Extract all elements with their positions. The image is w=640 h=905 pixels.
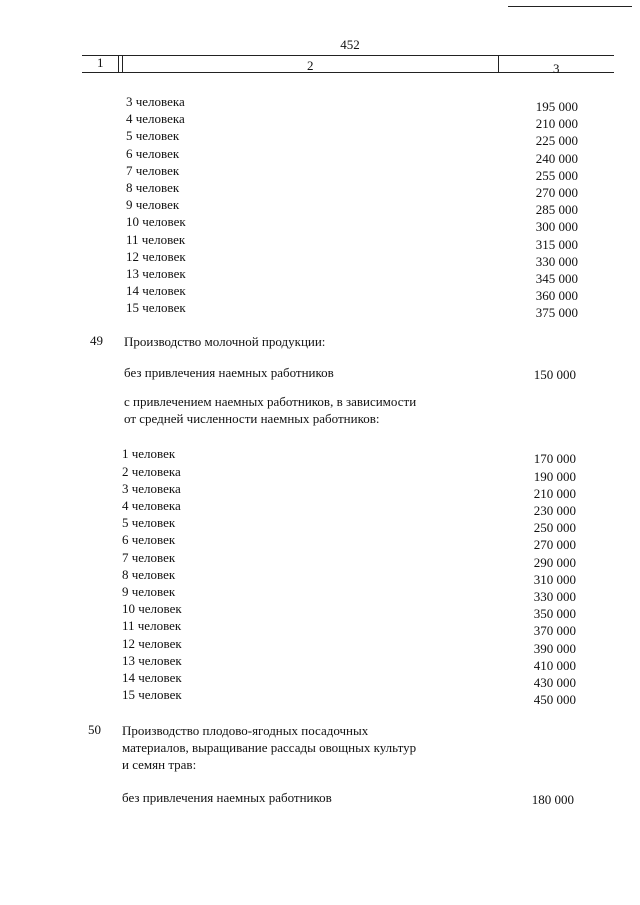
no-workers-label: без привлечения наемных работников [124, 365, 334, 381]
amount-value: 290 000 [533, 554, 576, 570]
headcount-label: 10 человек [122, 601, 182, 617]
headcount-label: 2 человека [122, 463, 181, 479]
section-49-with-workers-intro [0, 393, 640, 427]
page-number: 452 [340, 37, 360, 52]
section-49-rows [0, 446, 640, 708]
amount-value: 285 000 [535, 202, 578, 218]
amount-value: 375 000 [535, 305, 578, 321]
column-3-label: 3 [553, 61, 560, 76]
headcount-label: 14 человек [126, 283, 186, 299]
header-divider-2 [498, 55, 499, 73]
amount-value: 430 000 [533, 674, 576, 690]
amount-value: 210 000 [533, 485, 576, 501]
amount-value: 170 000 [533, 451, 576, 467]
list-item [0, 669, 640, 690]
no-workers-value: 150 000 [533, 367, 576, 383]
headcount-label: 15 человек [122, 687, 182, 703]
list-item [0, 463, 640, 484]
headcount-label: 12 человек [126, 248, 186, 264]
headcount-label: 6 человек [126, 145, 180, 161]
top-right-rule [508, 6, 632, 7]
header-top-border [82, 55, 614, 56]
headcount-label: 11 человек [122, 618, 182, 634]
list-item [0, 687, 640, 708]
list-item [0, 583, 640, 604]
intro-text [124, 393, 416, 427]
amount-value: 345 000 [535, 270, 578, 286]
headcount-label: 8 человек [122, 566, 176, 582]
amount-value: 315 000 [535, 236, 578, 252]
headcount-label: 9 человек [122, 583, 176, 599]
amount-value: 300 000 [535, 219, 578, 235]
headcount-label: 9 человек [126, 197, 180, 213]
list-item [0, 128, 640, 149]
no-workers-label: без привлечения наемных работников [122, 790, 332, 806]
list-item [0, 446, 640, 467]
list-item [0, 549, 640, 570]
amount-value: 370 000 [533, 623, 576, 639]
list-item [0, 300, 640, 321]
section-title-line-1: Производство плодово-ягодных посадочных [122, 723, 369, 739]
headcount-label: 12 человек [122, 635, 182, 651]
list-item [0, 498, 640, 518]
list-item [0, 283, 640, 304]
amount-value: 240 000 [535, 150, 578, 166]
headcount-label: 1 человек [122, 446, 176, 462]
amount-value: 190 000 [533, 468, 576, 484]
list-item [0, 532, 640, 553]
headcount-label: 3 человека [126, 94, 185, 109]
section-title [122, 722, 416, 773]
intro-line-2: от средней численности наемных работников: [124, 411, 380, 427]
headcount-label: 7 человек [122, 549, 176, 565]
amount-value: 350 000 [533, 606, 576, 622]
list-item [0, 111, 640, 132]
section-number: 50 [88, 722, 101, 738]
headcount-label: 8 человек [126, 179, 180, 195]
headcount-label: 4 человека [122, 498, 181, 513]
list-item [0, 480, 640, 501]
header-divider-1 [118, 55, 119, 73]
amount-value: 450 000 [533, 692, 576, 708]
headcount-label: 13 человек [122, 652, 182, 668]
headcount-label: 13 человек [126, 265, 186, 281]
list-item [0, 635, 640, 656]
list-item [0, 179, 640, 200]
amount-value: 255 000 [535, 167, 578, 183]
section-number: 49 [90, 333, 103, 349]
amount-value: 410 000 [533, 657, 576, 673]
headcount-label: 3 человека [122, 480, 181, 496]
amount-value: 195 000 [535, 99, 578, 114]
section-title-line-3: и семян трав: [122, 757, 197, 773]
section-50-heading [0, 722, 640, 776]
headcount-label: 6 человек [122, 532, 176, 548]
amount-value: 210 000 [535, 116, 578, 132]
headcount-label: 7 человек [126, 162, 180, 178]
amount-value: 310 000 [533, 571, 576, 587]
top-block [0, 94, 640, 321]
column-1-label: 1 [97, 55, 104, 70]
amount-value: 270 000 [533, 537, 576, 553]
list-item [0, 231, 640, 252]
amount-value: 360 000 [535, 288, 578, 304]
list-item [0, 652, 640, 673]
section-49-heading [0, 333, 640, 357]
intro-line-1: с привлечением наемных работников, в зависимости [124, 394, 417, 410]
document-body [0, 94, 640, 810]
headcount-label: 10 человек [126, 214, 186, 230]
header-divider-1b [122, 55, 123, 73]
headcount-label: 14 человек [122, 669, 182, 685]
headcount-label: 15 человек [126, 300, 186, 316]
section-title-line-2: материалов, выращивание рассады овощных культур [122, 740, 417, 756]
amount-value: 330 000 [533, 588, 576, 604]
amount-value: 330 000 [535, 253, 578, 269]
header-bottom-border [82, 72, 614, 73]
amount-value: 390 000 [533, 640, 576, 656]
amount-value: 250 000 [533, 520, 576, 536]
column-2-label: 2 [307, 58, 314, 73]
list-item [0, 214, 640, 235]
list-item [0, 145, 640, 166]
headcount-label: 5 человек [122, 515, 176, 531]
headcount-label: 4 человека [126, 111, 185, 127]
amount-value: 270 000 [535, 184, 578, 200]
headcount-label: 5 человек [126, 128, 180, 144]
list-item [0, 197, 640, 218]
amount-value: 230 000 [533, 503, 576, 518]
list-item [0, 515, 640, 536]
list-item [0, 94, 640, 114]
list-item [0, 248, 640, 269]
section-50-no-workers [0, 790, 640, 810]
list-item [0, 601, 640, 622]
table-column-header [82, 55, 614, 76]
section-49-no-workers [0, 365, 640, 385]
list-item [0, 265, 640, 286]
no-workers-value: 180 000 [531, 792, 574, 808]
section-title: Производство молочной продукции: [124, 334, 326, 350]
list-item [0, 566, 640, 587]
list-item [0, 162, 640, 183]
headcount-label: 11 человек [126, 231, 186, 247]
list-item [0, 618, 640, 639]
amount-value: 225 000 [535, 133, 578, 149]
